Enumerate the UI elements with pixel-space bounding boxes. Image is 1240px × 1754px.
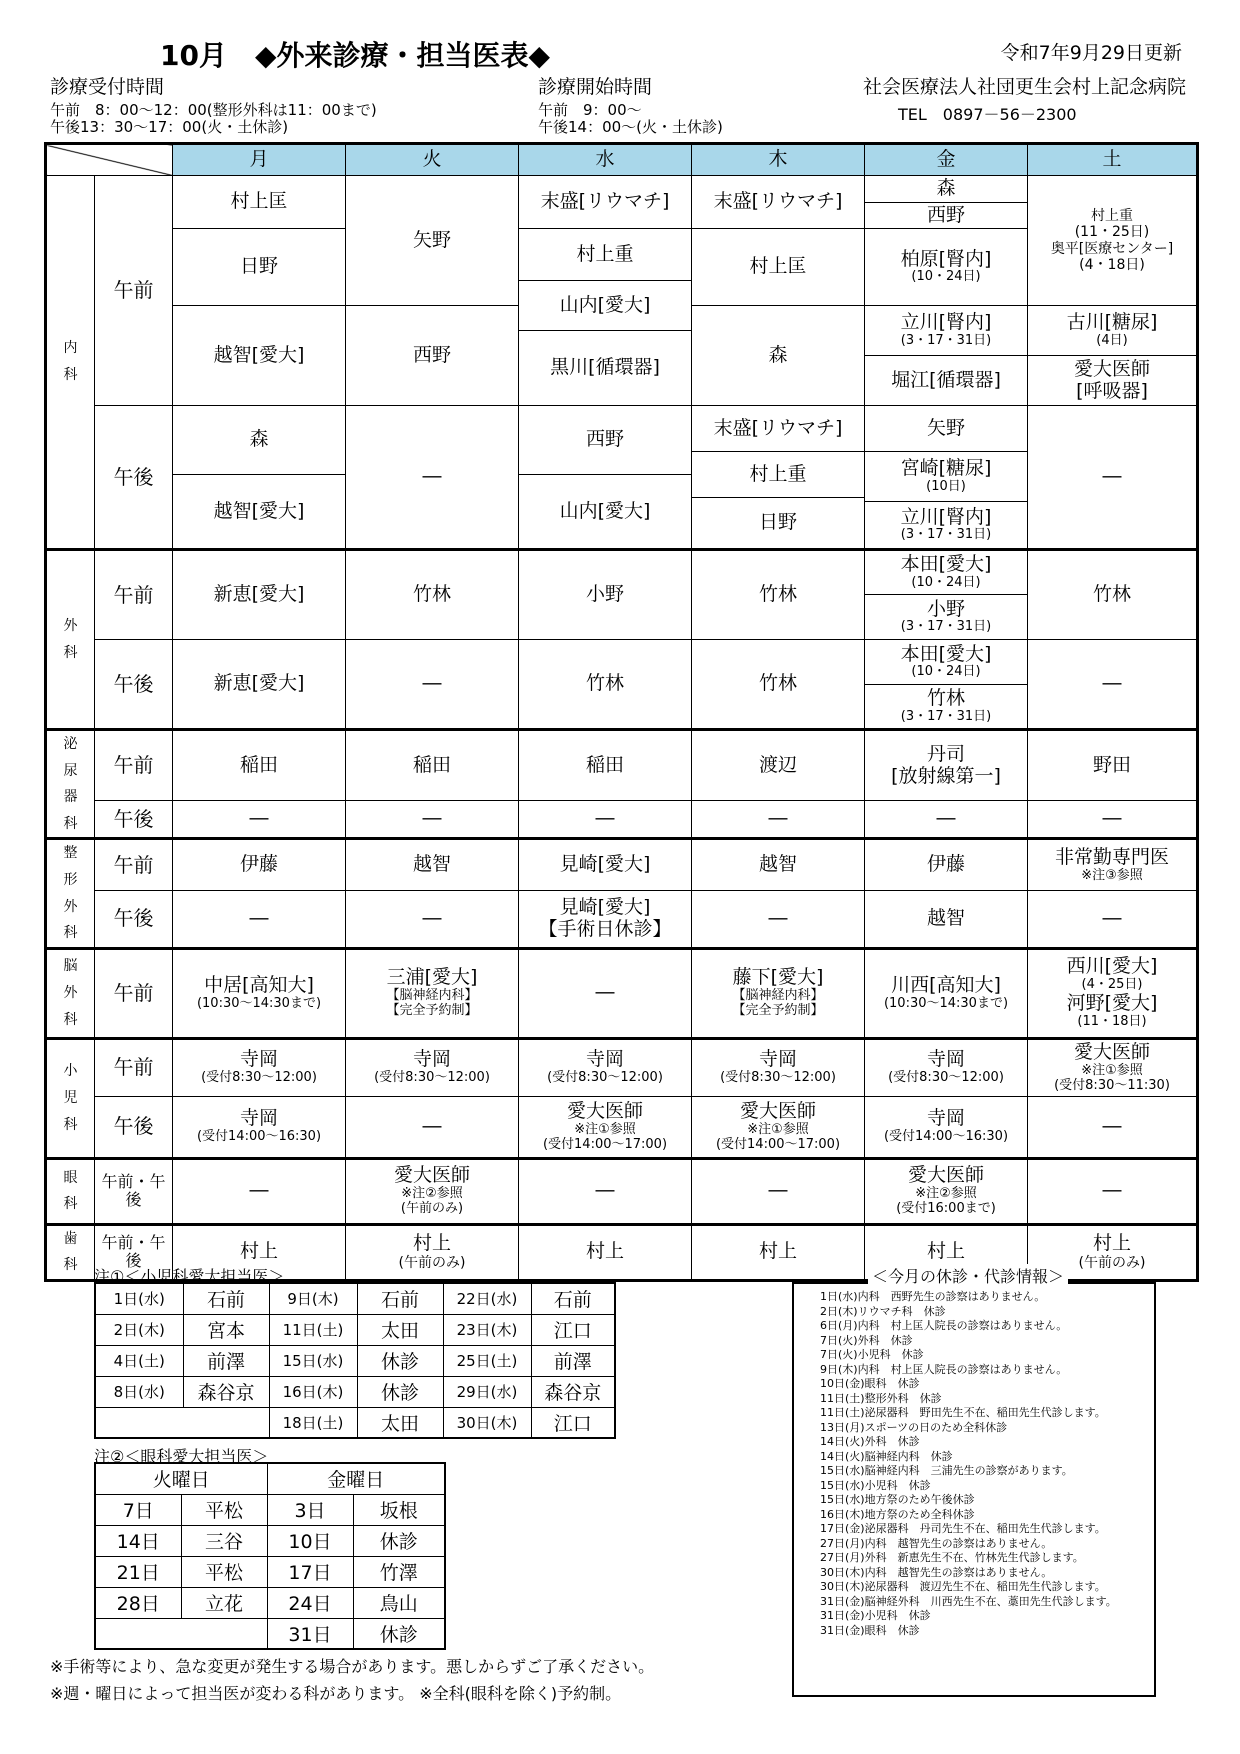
- doctor-cell: 山内[愛大]: [519, 475, 692, 550]
- session-ampm: 午前・午後: [95, 1224, 173, 1280]
- doctor-cell: 新恵[愛大]: [173, 550, 346, 640]
- list-item: 1日(水)内科 西野先生の診察はありません。: [820, 1290, 1046, 1303]
- doctor-cell: 小野: [519, 550, 692, 640]
- dept-geka: 外 科: [46, 550, 95, 730]
- dept-shoni: 小 児 科: [46, 1038, 95, 1158]
- table-row: 8日(水) 森谷京 16日(木) 休診 29日(水) 森谷京: [95, 1376, 615, 1407]
- table-row: 7日 平松 3日 坂根: [95, 1494, 445, 1525]
- doctor-cell: 村上匡: [173, 176, 346, 229]
- reception-am: 午前 8：00～12：00(整形外科は11：00まで): [50, 101, 377, 119]
- doctor-cell: 越智: [692, 839, 865, 891]
- table-row: 4日(土) 前澤 15日(水) 休診 25日(土) 前澤: [95, 1345, 615, 1376]
- list-item: 6日(月)内科 村上匡人院長の診察はありません。: [820, 1319, 1068, 1332]
- list-item: 14日(火)外科 休診: [820, 1435, 920, 1448]
- doctor-cell: 宮崎[糖尿] (10日): [865, 452, 1028, 502]
- start-heading: 診療開始時間: [538, 76, 653, 98]
- dept-seikei: 整 形 外 科: [46, 839, 95, 948]
- session-am: 午前: [95, 730, 173, 801]
- dash-cell: ―: [1028, 640, 1198, 730]
- doctor-cell: 愛大医師 ※注①参照 (受付8:30～11:30): [1028, 1038, 1198, 1096]
- dash-cell: ―: [692, 891, 865, 949]
- day-mon: 月: [173, 144, 346, 176]
- dash-cell: ―: [173, 1158, 346, 1224]
- doctor-cell: 立川[腎内] (3・17・31日): [865, 502, 1028, 550]
- session-am: 午前: [95, 550, 173, 640]
- list-item: 15日(水)脳神経内科 三浦先生の診察があります。: [820, 1464, 1073, 1477]
- note2-table: [94, 1462, 446, 1650]
- list-item: 31日(金)眼科 休診: [820, 1623, 920, 1637]
- corner-cell: [46, 144, 173, 176]
- dept-noge: 脳 外 科: [46, 948, 95, 1038]
- note1-table: [94, 1282, 616, 1439]
- doctor-cell: 伊藤: [865, 839, 1028, 891]
- list-item: 15日(水)小児科 休診: [820, 1478, 931, 1492]
- doctor-cell: 寺岡 (受付8:30～12:00): [692, 1038, 865, 1096]
- doctor-cell: 村上重: [519, 229, 692, 281]
- doctor-cell: 竹林 (3・17・31日): [865, 685, 1028, 730]
- hospital-name: 社会医療法人社団更生会村上記念病院: [862, 76, 1186, 98]
- list-item: 31日(金)脳神経外科 川西先生不在、藁田先生代診します。: [820, 1594, 1117, 1608]
- table-row: 31日 休診: [95, 1618, 445, 1649]
- doctor-cell: 竹林: [346, 550, 519, 640]
- doctor-cell: 矢野: [865, 406, 1028, 452]
- doctor-cell: 森: [692, 306, 865, 406]
- doctor-cell: 黒川[循環器]: [519, 331, 692, 406]
- doctor-cell: 稲田: [173, 730, 346, 801]
- table-row: 18日(土) 太田 30日(木) 江口: [95, 1407, 615, 1438]
- doctor-cell: 村上 (午前のみ): [1028, 1224, 1198, 1280]
- doctor-cell: 三浦[愛大] 【脳神経内科】 【完全予約制】: [346, 948, 519, 1038]
- list-item: 13日(月)スポーツの日のため全科休診: [820, 1420, 1008, 1434]
- table-row: 14日 三谷 10日 休診: [95, 1525, 445, 1556]
- doctor-cell: 寺岡 (受付8:30～12:00): [173, 1038, 346, 1096]
- dash-cell: ―: [346, 1096, 519, 1158]
- doctor-cell: 森: [865, 176, 1028, 203]
- doctor-cell: 村上匡: [692, 229, 865, 306]
- list-item: 11日(土)整形外科 休診: [820, 1391, 942, 1405]
- dept-naika: 内 科: [46, 176, 95, 550]
- schedule-table: [44, 142, 1199, 1282]
- doctor-cell: 愛大医師 ※注②参照 (午前のみ): [346, 1158, 519, 1224]
- doctor-cell: 村上 (午前のみ): [346, 1224, 519, 1280]
- doctor-cell: 柏原[腎内] (10・24日): [865, 229, 1028, 306]
- list-item: 27日(月)内科 越智先生の診察はありません。: [820, 1536, 1053, 1550]
- doctor-cell: 竹林: [519, 640, 692, 730]
- doctor-cell: 伊藤: [173, 839, 346, 891]
- doctor-cell: 小野 (3・17・31日): [865, 595, 1028, 640]
- doctor-cell: 村上: [692, 1224, 865, 1280]
- doctor-cell: 愛大医師 ※注②参照 (受付16:00まで): [865, 1158, 1028, 1224]
- dept-ganka: 眼 科: [46, 1158, 95, 1224]
- dash-cell: ―: [1028, 406, 1198, 550]
- dash-cell: ―: [1028, 891, 1198, 949]
- reception-pm: 午後13：30～17：00(火・土休診): [50, 118, 289, 136]
- session-pm: 午後: [95, 406, 173, 550]
- doctor-cell: 渡辺: [692, 730, 865, 801]
- doctor-cell: 西野: [346, 306, 519, 406]
- list-item: 9日(木)内科 村上匡人院長の診察はありません。: [820, 1362, 1068, 1376]
- dash-cell: ―: [1028, 1158, 1198, 1224]
- doctor-cell: 愛大医師 [呼吸器]: [1028, 356, 1198, 406]
- doctor-cell: 日野: [692, 498, 865, 550]
- doctor-cell: 矢野: [346, 176, 519, 306]
- list-item: 17日(金)泌尿器科 丹司先生不在、稲田先生代診します。: [820, 1522, 1106, 1535]
- dash-cell: ―: [173, 891, 346, 949]
- doctor-cell: 竹林: [692, 550, 865, 640]
- session-pm: 午後: [95, 1096, 173, 1158]
- dash-cell: ―: [519, 948, 692, 1038]
- session-ampm: 午前・午後: [95, 1158, 173, 1224]
- doctor-cell: 日野: [173, 229, 346, 306]
- session-pm: 午後: [95, 801, 173, 839]
- dash-cell: ―: [692, 801, 865, 839]
- doctor-cell: 村上: [173, 1224, 346, 1280]
- doctor-cell: 竹林: [692, 640, 865, 730]
- doctor-cell: 山内[愛大]: [519, 281, 692, 331]
- list-item: 30日(木)泌尿器科 渡辺先生不在、稲田先生代診します。: [820, 1580, 1106, 1593]
- day-fri: 金: [865, 144, 1028, 176]
- table-row: 火曜日 金曜日: [95, 1463, 445, 1494]
- list-item: 15日(水)地方祭のため午後休診: [820, 1493, 975, 1506]
- doctor-cell: 村上: [519, 1224, 692, 1280]
- doctor-cell: 森: [173, 406, 346, 475]
- doctor-cell: 越智: [346, 839, 519, 891]
- doctor-cell: 川西[高知大] (10:30～14:30まで): [865, 948, 1028, 1038]
- table-row: 28日 立花 24日 鳥山: [95, 1587, 445, 1618]
- session-pm: 午後: [95, 640, 173, 730]
- page-title: 10月 ◆外来診療・担当医表◆: [160, 39, 551, 72]
- doctor-cell: 寺岡 (受付8:30～12:00): [865, 1038, 1028, 1096]
- day-wed: 水: [519, 144, 692, 176]
- session-am: 午前: [95, 948, 173, 1038]
- table-row: 2日(木) 宮本 11日(土) 太田 23日(木) 江口: [95, 1314, 615, 1345]
- day-thu: 木: [692, 144, 865, 176]
- doctor-cell: 越智: [865, 891, 1028, 949]
- dash-cell: ―: [346, 891, 519, 949]
- doctor-cell: 寺岡 (受付8:30～12:00): [346, 1038, 519, 1096]
- dash-cell: ―: [346, 640, 519, 730]
- dash-cell: ―: [1028, 801, 1198, 839]
- session-pm: 午後: [95, 891, 173, 949]
- list-item: 7日(火)小児科 休診: [820, 1348, 924, 1361]
- doctor-cell: 寺岡 (受付14:00～16:30): [173, 1096, 346, 1158]
- session-am: 午前: [95, 839, 173, 891]
- doctor-cell: 稲田: [519, 730, 692, 801]
- day-sat: 土: [1028, 144, 1198, 176]
- reception-heading: 診療受付時間: [50, 76, 165, 98]
- day-tue: 火: [346, 144, 519, 176]
- doctor-cell: 立川[腎内] (3・17・31日): [865, 306, 1028, 356]
- hospital-tel: TEL 0897－56－2300: [898, 105, 1077, 124]
- doctor-cell: 末盛[リウマチ]: [519, 176, 692, 229]
- doctor-cell: 本田[愛大] (10・24日): [865, 550, 1028, 595]
- list-item: 10日(金)眼科 休診: [820, 1377, 920, 1390]
- dash-cell: ―: [519, 1158, 692, 1224]
- note1-title: 注①＜小児科愛大担当医＞: [94, 1267, 285, 1286]
- closure-info-box: [792, 1282, 1156, 1697]
- list-item: 7日(火)外科 休診: [820, 1333, 913, 1347]
- doctor-cell: 寺岡 (受付8:30～12:00): [519, 1038, 692, 1096]
- doctor-cell: 稲田: [346, 730, 519, 801]
- table-row: 21日 平松 17日 竹澤: [95, 1556, 445, 1587]
- dash-cell: ―: [346, 801, 519, 839]
- list-item: 14日(火)脳神経内科 休診: [820, 1449, 953, 1463]
- note2-title: 注②＜眼科愛大担当医＞: [94, 1447, 269, 1466]
- doctor-cell: 竹林: [1028, 550, 1198, 640]
- doctor-cell: 見崎[愛大]: [519, 839, 692, 891]
- doctor-cell: 本田[愛大] (10・24日): [865, 640, 1028, 685]
- list-item: 11日(土)泌尿器科 野田先生不在、稲田先生代診します。: [820, 1406, 1106, 1419]
- doctor-cell: 新恵[愛大]: [173, 640, 346, 730]
- doctor-cell: 中居[高知大] (10:30～14:30まで): [173, 948, 346, 1038]
- doctor-cell: 村上: [865, 1224, 1028, 1280]
- day-header-row: [46, 144, 1198, 176]
- doctor-cell: 末盛[リウマチ]: [692, 176, 865, 229]
- doctor-cell: 西野: [865, 203, 1028, 229]
- dash-cell: ―: [692, 1158, 865, 1224]
- table-row: 1日(水) 石前 9日(木) 石前 22日(水) 石前: [95, 1283, 615, 1314]
- closure-info-title: ＜今月の休診・代診情報＞: [868, 1264, 1068, 1287]
- doctor-cell: 野田: [1028, 730, 1198, 801]
- doctor-cell: 末盛[リウマチ]: [692, 406, 865, 452]
- dept-shika: 歯 科: [46, 1224, 95, 1280]
- doctor-cell: 村上重 (11・25日) 奥平[医療センター] (4・18日): [1028, 176, 1198, 306]
- list-item: 30日(木)内科 越智先生の診察はありません。: [820, 1565, 1053, 1579]
- start-pm: 午後14：00～(火・土休診): [538, 118, 723, 136]
- start-am: 午前 9：00～: [538, 101, 642, 119]
- list-item: 2日(木)リウマチ科 休診: [820, 1304, 946, 1318]
- doctor-cell: 越智[愛大]: [173, 475, 346, 550]
- doctor-cell: 愛大医師 ※注①参照 (受付14:00～17:00): [692, 1096, 865, 1158]
- dash-cell: ―: [1028, 1096, 1198, 1158]
- list-item: 16日(木)地方祭のため全科休診: [820, 1507, 975, 1521]
- doctor-cell: 古川[糖尿] (4日): [1028, 306, 1198, 356]
- dash-cell: ―: [346, 406, 519, 550]
- doctor-cell: 愛大医師 ※注①参照 (受付14:00～17:00): [519, 1096, 692, 1158]
- doctor-cell: 藤下[愛大] 【脳神経内科】 【完全予約制】: [692, 948, 865, 1038]
- doctor-cell: 寺岡 (受付14:00～16:30): [865, 1096, 1028, 1158]
- footer-note-1: ※手術等により、急な変更が発生する場合があります。悪しからずご了承ください。: [50, 1657, 655, 1676]
- list-item: 31日(金)小児科 休診: [820, 1609, 931, 1622]
- dash-cell: ―: [519, 801, 692, 839]
- updated-date: 令和7年9月29日更新: [1000, 42, 1182, 64]
- doctor-cell: 越智[愛大]: [173, 306, 346, 406]
- dept-hinyoki: 泌 尿 器 科: [46, 730, 95, 839]
- footer-note-2: ※週・曜日によって担当医が変わる科があります。 ※全科(眼科を除く)予約制。: [50, 1684, 622, 1703]
- doctor-cell: 西野: [519, 406, 692, 475]
- doctor-cell: 丹司 [放射線第一]: [865, 730, 1028, 801]
- doctor-cell: 村上重: [692, 452, 865, 498]
- dash-cell: ―: [865, 801, 1028, 839]
- session-am: 午前: [95, 1038, 173, 1096]
- doctor-cell: 堀江[循環器]: [865, 356, 1028, 406]
- session-am: 午前: [95, 176, 173, 406]
- doctor-cell: 見崎[愛大] 【手術日休診】: [519, 891, 692, 949]
- doctor-cell: 西川[愛大] (4・25日) 河野[愛大] (11・18日): [1028, 948, 1198, 1038]
- doctor-cell: 非常勤専門医 ※注③参照: [1028, 839, 1198, 891]
- dash-cell: ―: [173, 801, 346, 839]
- list-item: 27日(月)外科 新恵先生不在、竹林先生代診します。: [820, 1551, 1084, 1564]
